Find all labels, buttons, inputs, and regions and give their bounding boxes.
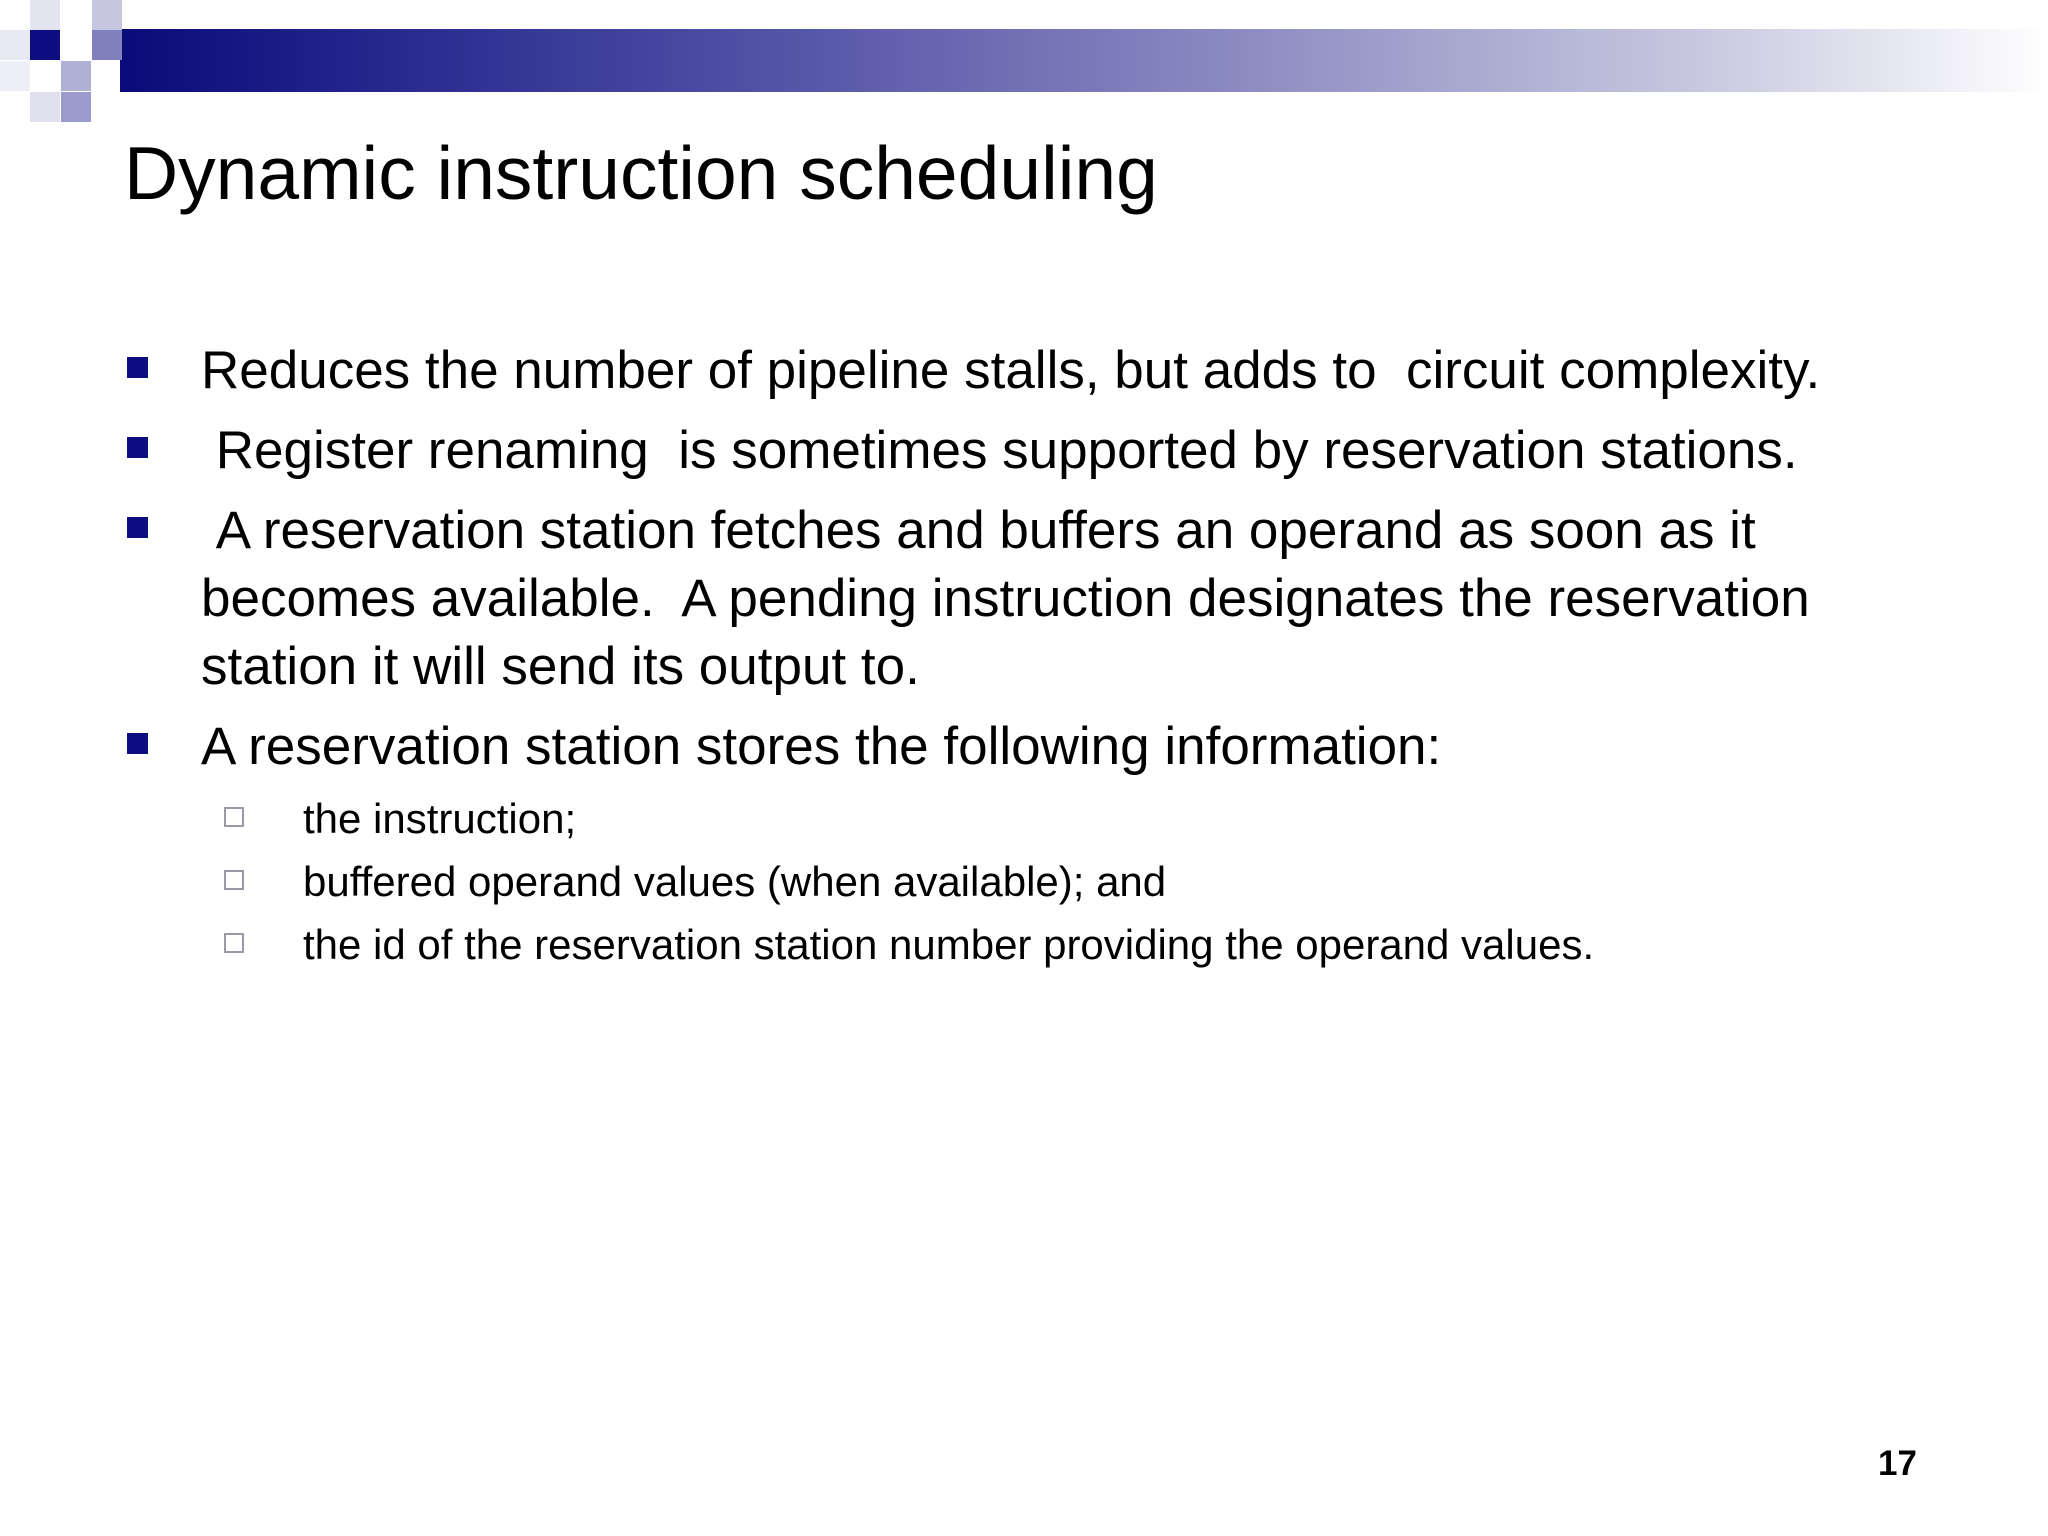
bullet-item bbox=[124, 713, 1944, 976]
sub-bullet-item bbox=[278, 913, 1944, 976]
bullet-text: Register renaming is sometimes supported by reservation stations. bbox=[201, 421, 1798, 480]
hollow-square-bullet-icon bbox=[224, 870, 244, 890]
filled-square-bullet-icon bbox=[127, 733, 148, 754]
decor-square bbox=[30, 92, 60, 122]
sub-bullet-text: the instruction; bbox=[303, 795, 577, 842]
page-number: 17 bbox=[1878, 1444, 1917, 1483]
filled-square-bullet-icon bbox=[127, 517, 148, 538]
decor-square bbox=[92, 0, 122, 30]
slide-title: Dynamic instruction scheduling bbox=[124, 131, 1158, 215]
decor-square bbox=[30, 0, 60, 30]
bullet-item bbox=[124, 497, 1944, 701]
hollow-square-bullet-icon bbox=[224, 933, 244, 953]
decor-square bbox=[0, 30, 30, 60]
decor-square bbox=[61, 92, 91, 122]
decor-square bbox=[61, 61, 91, 91]
sub-bullet-item bbox=[278, 787, 1944, 850]
filled-square-bullet-icon bbox=[127, 437, 148, 458]
bullet-text: Reduces the number of pipeline stalls, but adds to circuit complexity. bbox=[201, 341, 1821, 400]
decor-square bbox=[30, 30, 60, 60]
sub-bullet-list bbox=[201, 787, 1944, 976]
header-gradient-bar bbox=[120, 29, 2048, 92]
hollow-square-bullet-icon bbox=[224, 807, 244, 827]
filled-square-bullet-icon bbox=[127, 357, 148, 378]
bullet-item bbox=[124, 417, 1944, 485]
decor-square bbox=[92, 30, 122, 60]
bullet-text: A reservation station fetches and buffers an operand as soon as it becomes available. A pending instruction designates the reservation station it will send its output to. bbox=[201, 501, 1825, 696]
sub-bullet-text: buffered operand values (when available); and bbox=[303, 858, 1167, 905]
bullet-item bbox=[124, 337, 1944, 405]
decor-square bbox=[0, 61, 30, 91]
sub-bullet-item bbox=[278, 850, 1944, 913]
sub-bullet-text: the id of the reservation station number providing the operand values. bbox=[303, 921, 1595, 968]
bullet-list bbox=[124, 337, 1944, 988]
bullet-text: A reservation station stores the following information: bbox=[201, 717, 1442, 776]
